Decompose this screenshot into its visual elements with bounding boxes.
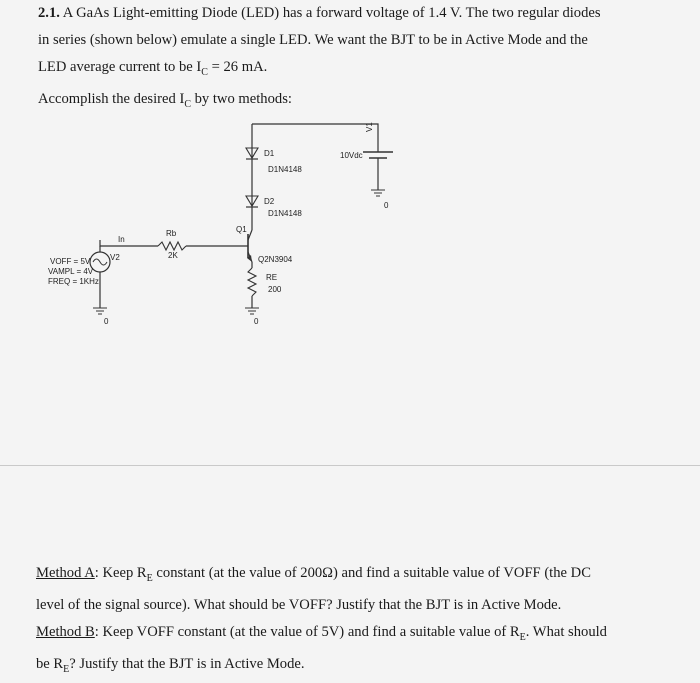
problem-line-3: LED average current to be $I_C = 26$ mA. bbox=[38, 59, 268, 78]
v1-ground-label: 0 bbox=[384, 201, 389, 210]
net-in-label: In bbox=[118, 235, 125, 244]
method-b-line-2: be $R_E$? Justify that the BJT is in Active Mode. bbox=[36, 655, 305, 675]
voff-label: VOFF = 5V bbox=[50, 257, 91, 266]
problem-line-4: Accomplish the desired $I_C$ by two methods: bbox=[38, 90, 292, 110]
d2-name: D2 bbox=[264, 197, 275, 206]
page-divider bbox=[0, 465, 700, 466]
freq-label: FREQ = 1KHz bbox=[48, 277, 99, 286]
v1-name: V1 bbox=[365, 122, 374, 132]
d2-part: D1N4148 bbox=[268, 209, 302, 218]
d1-part: D1N4148 bbox=[268, 165, 302, 174]
top-wire bbox=[252, 124, 378, 134]
q1-name: Q1 bbox=[236, 225, 247, 234]
base-wire-left bbox=[100, 240, 158, 246]
resistor-re bbox=[248, 268, 256, 296]
v2-name: V2 bbox=[110, 253, 120, 262]
problem-line-2: in series (shown below) emulate a single LED. We want the BJT to be in Active Mode and the bbox=[38, 32, 588, 48]
circuit-schematic bbox=[38, 112, 458, 342]
problem-line-1: 2.1. A GaAs Light-emitting Diode (LED) has a forward voltage of 1.4 V. The two regular diodes bbox=[38, 5, 601, 21]
v1-source bbox=[363, 134, 393, 196]
rb-value: 2K bbox=[168, 251, 178, 260]
d1-name: D1 bbox=[264, 149, 275, 158]
source-ground-label: 0 bbox=[104, 317, 109, 326]
method-a-line-2: level of the signal source). What should be VOFF? Justify that the BJT is in Active Mode. bbox=[36, 596, 562, 613]
problem-statement bbox=[38, 0, 688, 118]
method-a-label: Method A bbox=[36, 565, 95, 581]
re-name: RE bbox=[266, 273, 278, 282]
re-value: 200 bbox=[268, 285, 282, 294]
vampl-label: VAMPL = 4V bbox=[48, 267, 94, 276]
method-b-line-1: Method B: Keep VOFF constant (at the value of 5V) and find a suitable value of $R_E$. What should bbox=[36, 623, 607, 643]
v1-value: 10Vdc bbox=[340, 151, 363, 160]
schematic-drawing bbox=[38, 112, 458, 342]
method-b-label: Method B bbox=[36, 623, 95, 640]
emitter-ground-label: 0 bbox=[254, 317, 259, 326]
problem-number: 2.1. bbox=[38, 5, 60, 21]
ground-emitter bbox=[245, 308, 259, 314]
transistor-q1 bbox=[247, 222, 252, 262]
methods-section bbox=[36, 560, 686, 683]
resistor-rb bbox=[158, 242, 186, 250]
q1-part: Q2N3904 bbox=[258, 255, 293, 264]
rb-name: Rb bbox=[166, 229, 177, 238]
method-a-line-1: Method A: Keep $R_E$ constant (at the value of 200Ω) and find a suitable value of VOFF (the DC bbox=[36, 565, 591, 584]
